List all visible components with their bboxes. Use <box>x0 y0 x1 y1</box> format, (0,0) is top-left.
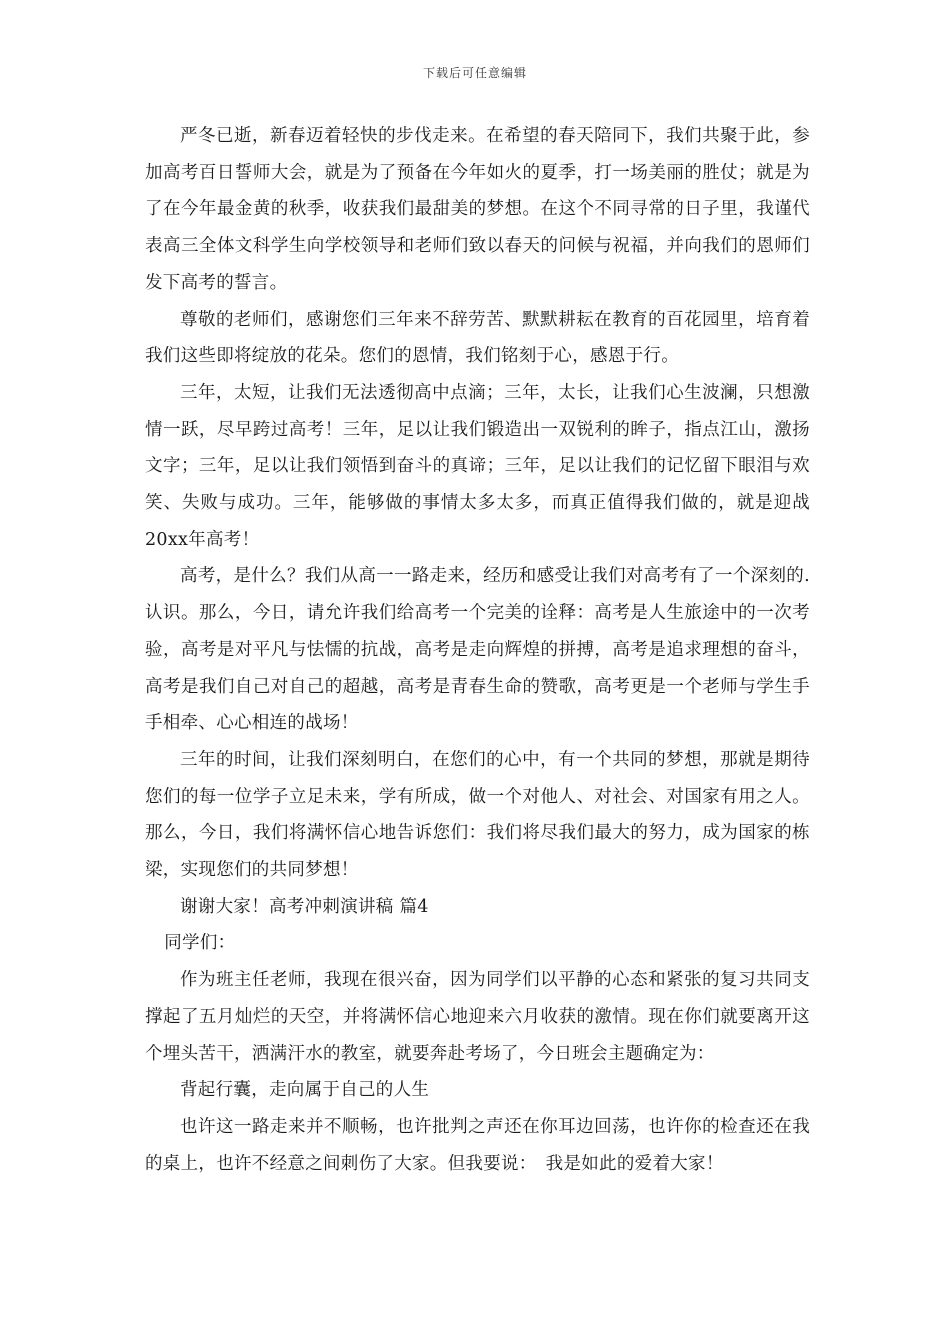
paragraph-head-teacher: 作为班主任老师，我现在很兴奋，因为同学们以平静的心态和紧张的复习共同支撑起了五月灿烂的天空，并将满怀信心地迎来六月收获的激情。现在你们就要离开这个埋头苦干，洒满汗水的教室，就要奔赴考场了，今日班会主题确定为： <box>145 970 810 1064</box>
paragraph-thanks-teachers: 尊敬的老师们，感谢您们三年来不辞劳苦、默默耕耘在教育的百花园里，培育着我们这些即将绽放的花朵。您们的恩情，我们铭刻于心，感恩于行。 <box>145 309 810 367</box>
page-header-note: 下载后可任意编辑 <box>422 66 527 80</box>
paragraph-what-is-gaokao: 高考，是什么？我们从高一一路走来，经历和感受让我们对高考有了一个深刻的.认识。那么，今日，请允许我们给高考一个完美的诠释：高考是人生旅途中的一次考验，高考是对平凡与怯懦的抗战，高考是走向辉煌的拼搏，高考是追求理想的奋斗，高考是我们自己对自己的超越，高考是青春生命的赞歌，高考更是一个老师与学生手手相牵、心心相连的战场！ <box>145 566 810 734</box>
theme-line: 背起行囊，走向属于自己的人生 <box>180 1080 430 1101</box>
paragraph-opening: 严冬已逝，新春迈着轻快的步伐走来。在希望的春天陪同下，我们共聚于此，参加高考百日誓师大会，就是为了预备在今年如火的夏季，打一场美丽的胜仗；就是为了在今年最金黄的秋季，收获我们最甜美的梦想。在这个不同寻常的日子里，我谨代表高三全体文科学生向学校领导和老师们致以春天的问候与祝福，并向我们的恩师们发下高考的誓言。 <box>145 126 810 293</box>
paragraph-love-everyone: 也许这一路走来并不顺畅，也许批判之声还在你耳边回荡，也许你的检查还在我的桌上，也许不经意之间刺伤了大家。但我要说： 我是如此的爱着大家！ <box>145 1116 810 1174</box>
section-title: 谢谢大家！高考冲刺演讲稿 篇4 <box>180 896 429 917</box>
paragraph-three-years: 三年，太短，让我们无法透彻高中点滴；三年，太长，让我们心生波澜，只想激情一跃，尽早跨过高考！三年，足以让我们锻造出一双锐利的眸子，指点江山，激扬文字；三年，足以让我们领悟到奋斗的真谛；三年，足以让我们的记忆留下眼泪与欢笑、失败与成功。三年，能够做的事情太多太多，而真正值得我们做的，就是迎战20xx年高考！ <box>145 382 810 550</box>
greeting: 同学们： <box>164 933 236 954</box>
paragraph-common-dream: 三年的时间，让我们深刻明白，在您们的心中，有一个共同的梦想，那就是期待您们的每一位学子立足未来，学有所成，做一个对他人、对社会、对国家有用之人。那么，今日，我们将满怀信心地告诉您们：我们将尽我们最大的努力，成为国家的栋梁，实现您们的共同梦想！ <box>145 749 810 881</box>
document-body <box>145 118 810 1182</box>
